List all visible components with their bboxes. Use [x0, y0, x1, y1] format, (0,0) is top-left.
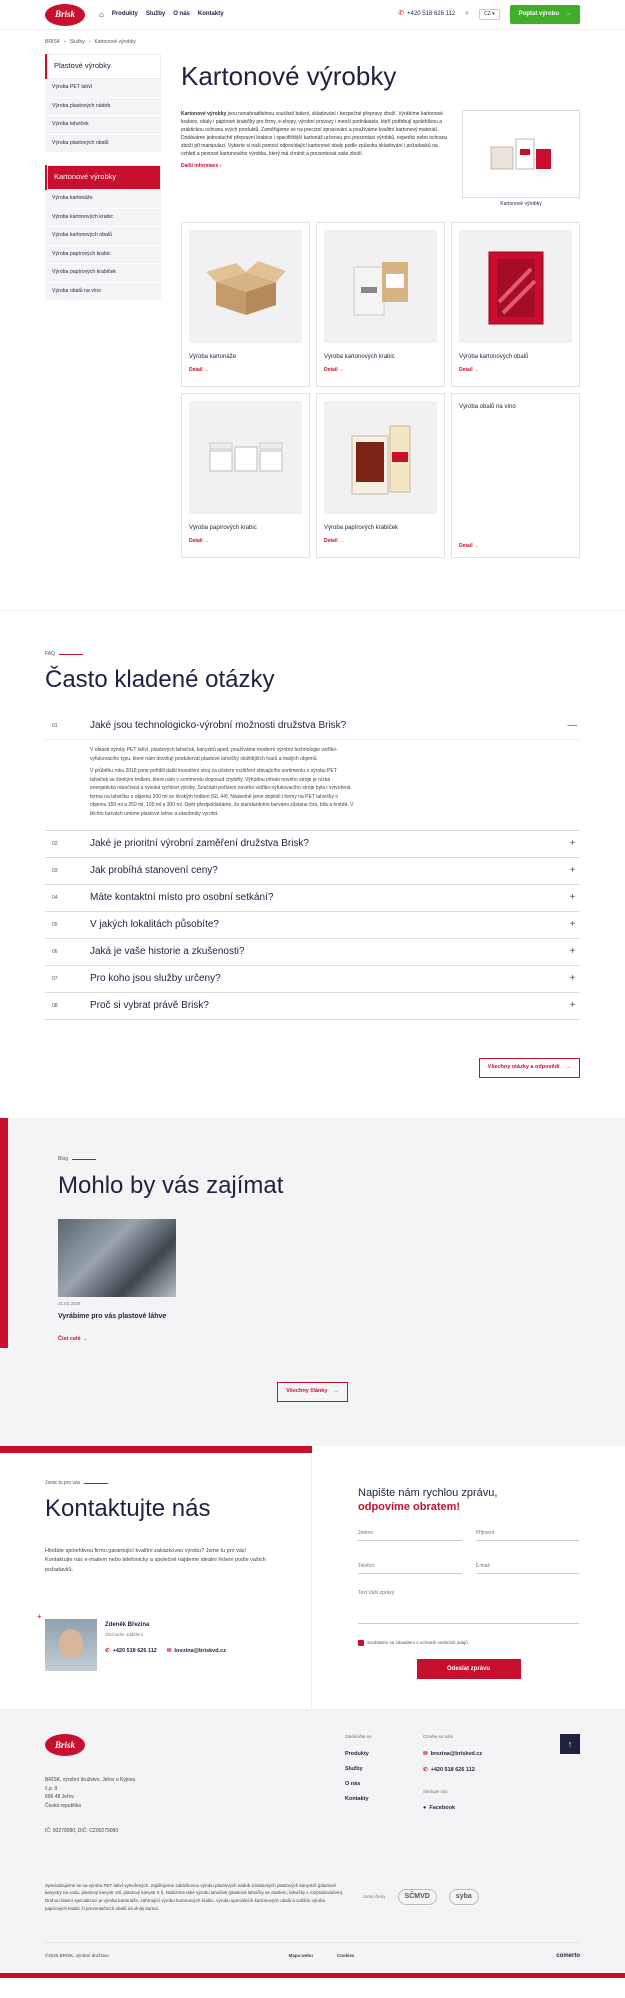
nav-o-nas[interactable]: O nás: [173, 11, 190, 18]
faq-item[interactable]: [45, 912, 580, 939]
footer-email-link[interactable]: [423, 1751, 533, 1759]
blog-post-date: 21.03.2025: [58, 1301, 81, 1307]
phone-icon: ✆: [423, 1766, 428, 1773]
white-box-icon: [346, 252, 416, 322]
footer-link-sluzby[interactable]: Služby: [345, 1765, 363, 1772]
intro-body: jsou nenahraditelnou součástí balení, skladování i bezpečné přepravy zboží. Vyrábíme kartonové krabice, obaly i papírové krabičky pro firmy, e-shopy, výrobní provozy i menší podnikatele, kteří potřebují spolehlivou a praktickou ochranu svých produktů. Zaměřujeme se na precizní zpracování a používáme kvalitní kartonový materiál. Dodáváme jednoduché přepravní krabice i specifičtější kartonáž určenou pro prezentaci výrobků, expedici nebo ochranu zboží při manipulaci. Vyberte si naši pomocí odpovídající kartonové obaly podle způsobu skladování i požadavků na vzhled a pevnost kartonového výrobku, který má chránit a prezentovat vaše zboží.: [181, 110, 448, 157]
footer-blurb: Specializujeme se na výrobu PET lahví vytvořených. Zajišťujeme zakázkovou výrobu plastových nádob a klasických plastových kanystrů (plastové kanystry na vodu, plastový kanystr 10l, plastový kanystr 5 l). Nabízíme také výrobu lahviček (plastové lahvičky se závitem, lahvičky s rozprašovačem). Druhou hlavní specializací je výroba kartonáže, zahrnující výrobu kartonových krabic, výrobu speciálních kartonových obalů a zašším výrobu papírových krabic či prezentačních obalů na vlnitý karton.: [45, 1882, 344, 1911]
footer-contact-column: [423, 1734, 533, 1835]
faq-eyebrow: [45, 651, 580, 658]
faq-section: [0, 610, 625, 1118]
arrow-right-icon: →: [474, 542, 480, 549]
contact-eyebrow-label: Jsme tu pro vás: [45, 1479, 81, 1486]
faq-footer: [45, 1058, 580, 1078]
phone-icon: ✆: [105, 1648, 110, 1655]
product-card[interactable]: [316, 393, 445, 558]
divider: [59, 654, 83, 655]
faq-title: Často kladené otázky: [45, 666, 275, 694]
sidebar-item[interactable]: Výroba kartonáže: [45, 190, 161, 209]
detail-label: Detail: [189, 537, 203, 544]
language-select[interactable]: [479, 9, 500, 20]
footer-address: [45, 1776, 345, 1810]
footer-nav-column: [345, 1734, 423, 1835]
header-phone-number: +420 518 626 112: [407, 11, 456, 18]
arrow-right-icon: →: [204, 366, 210, 373]
chevron-down-icon: ▾: [492, 10, 495, 17]
product-detail-link[interactable]: [324, 538, 437, 545]
arrow-right-icon: →: [565, 1064, 571, 1071]
arrow-right-icon: →: [339, 366, 345, 373]
last-name-input[interactable]: [476, 1526, 580, 1541]
footer-legal-links: [289, 1953, 355, 1960]
cta-label: Poptat výrobu: [518, 11, 559, 18]
checkbox-checked-icon[interactable]: [358, 1640, 364, 1646]
contact-person: [37, 1611, 266, 1671]
product-name: Výroba papírových krabic: [189, 525, 257, 532]
blog-section: [0, 1118, 625, 1446]
read-more-link[interactable]: [58, 1336, 176, 1344]
form-title-line1: Napište nám rychlou zprávu,: [358, 1486, 498, 1499]
contact-info: [0, 1446, 312, 1709]
faq-item-open: [45, 713, 580, 831]
address-line: č.p. 9: [45, 1785, 58, 1792]
faq-question: Jaké je prioritní výrobní zaměření družstva Brisk?: [90, 837, 309, 849]
intro-block: [181, 110, 580, 208]
address-line: BRISK, výrobní družstvo, Jeřov u Kyjova: [45, 1777, 136, 1784]
cookies-link[interactable]: Cookies: [336, 1953, 355, 1959]
detail-label: Detail: [324, 366, 338, 373]
language-value: CZ: [484, 10, 491, 17]
form-row: [358, 1526, 579, 1541]
poptat-vyrobu-button[interactable]: [510, 5, 580, 24]
sidebar-item[interactable]: Výroba lahviček: [45, 116, 161, 135]
scroll-to-top-button[interactable]: [560, 1734, 580, 1754]
breadcrumb: [0, 30, 625, 46]
members-title: Jsme členy: [363, 1893, 386, 1899]
product-image: [189, 230, 302, 343]
product-detail-link[interactable]: [459, 543, 572, 550]
blog-post-image: [58, 1219, 176, 1297]
company-ids: IČ: 00279080, DIČ: CZ00279080: [45, 1828, 119, 1835]
blog-title: Mohlo by vás zajímat: [58, 1172, 284, 1200]
product-image: [189, 401, 302, 514]
product-name: Výroba kartonových krabic: [324, 354, 395, 361]
contact-form: [312, 1446, 625, 1709]
address-line: 696 48 Jeřov: [45, 1794, 74, 1801]
footer-link-o-nas[interactable]: O nás: [345, 1780, 361, 1787]
product-grid: [181, 222, 580, 558]
arrow-right-icon: →: [339, 537, 345, 544]
faq-number: 06: [52, 948, 58, 955]
faq-eyebrow-label: FAQ: [45, 651, 56, 658]
faq-number: 07: [52, 975, 58, 982]
site-header: [0, 0, 625, 30]
sidebar-heading-kartonove[interactable]: Kartonové výrobky: [45, 165, 161, 190]
intro-text: [181, 110, 452, 208]
avatar-head-shape: [59, 1629, 83, 1657]
intro-image: [462, 110, 580, 198]
sidebar-heading-plastove[interactable]: Plastové výrobky: [45, 54, 161, 79]
product-image: [459, 230, 572, 343]
detail-label: Detail: [459, 366, 473, 373]
consent-label: Souhlasím se zásadami o ochraně osobních údajů: [367, 1640, 468, 1646]
blog-post-title[interactable]: Vyrábíme pro vás plastové láhve: [58, 1312, 167, 1320]
page-title: Kartonové výrobky: [181, 61, 397, 92]
footer-middle: [45, 1882, 580, 1913]
product-image: [324, 401, 437, 514]
plus-icon: +: [37, 1611, 42, 1621]
facebook-label: Facebook: [429, 1805, 456, 1812]
footer-email-address: brezina@briskvd.cz: [430, 1750, 483, 1757]
facebook-icon: ●: [423, 1805, 427, 1812]
person-email-address: brezina@briskvd.cz: [174, 1648, 226, 1655]
blog-footer: [58, 1382, 625, 1402]
product-name: Výroba kartonáže: [189, 354, 237, 361]
dalsi-informace-link[interactable]: Další informace ›: [181, 162, 222, 169]
plus-icon[interactable]: +: [569, 837, 576, 849]
footer-accent-strip: [0, 1973, 625, 1978]
arrow-up-icon: ↑: [567, 1738, 573, 1749]
faq-number: 04: [52, 894, 58, 901]
contact-person-details: [105, 1619, 226, 1671]
blog-post-card[interactable]: [58, 1219, 176, 1344]
phone-input[interactable]: [358, 1559, 462, 1574]
faq-item[interactable]: [45, 939, 580, 966]
form-title-line2: odpovíme obratem!: [358, 1501, 461, 1514]
footer-bottom: [45, 1942, 580, 1973]
first-name-input[interactable]: [358, 1526, 462, 1541]
breadcrumb-item-current: Kartonové výrobky: [94, 39, 136, 45]
intro-caption: Kartonové výrobky: [500, 200, 542, 207]
nav-kontakty[interactable]: Kontakty: [197, 11, 224, 18]
scmvd-logo: SČMVD: [398, 1889, 437, 1905]
breadcrumb-separator-icon: ›: [64, 39, 66, 45]
faq-number: 05: [52, 921, 58, 928]
facebook-link[interactable]: [423, 1805, 533, 1813]
sidebar-item[interactable]: Výroba PET lahví: [45, 79, 161, 98]
footer-column-title: Zaklikněte se: [345, 1734, 372, 1740]
contact-section: [0, 1446, 625, 1710]
main-nav: [99, 9, 224, 21]
form-row: [358, 1559, 579, 1574]
product-card[interactable]: [181, 393, 310, 558]
paper-boxes-icon: [206, 433, 286, 483]
plus-icon[interactable]: +: [569, 945, 576, 957]
person-phone-link[interactable]: [105, 1648, 157, 1656]
faq-answer-paragraph: V průběhu roku 2018 jsme pořídili další inovativní stroj za účelem rozšíření stávajícího sortimentu o výrobu PET lahviček se širokým hrdlem, které nám v sortimentu doposud chyběly. Výhodou tohoto nového stroje je nízká energetická náročnost a vysoká rychlost výroby. Součástí pořízení nového vstřiko-vyfukovacího stroje byla i vytvořená forma na lahvičku o objemu 200 ml se širokým hrdlem (GL 44). Následně jsme doplnili i formy na PET lahvičky o objemu 150 ml a 250 ml, 100 ml a 300 ml. Opět předpokládáme, že standardními barvami zůstane čirá, bílá a hnědá. V těchto barvách umíme plastové lahve a zásobníky vyrobit.: [90, 768, 354, 817]
product-name: Výroba kartonových obalů: [459, 354, 529, 361]
blog-eyebrow: [58, 1156, 625, 1163]
read-more-label: Číst celé: [58, 1335, 81, 1342]
all-faq-button[interactable]: [479, 1058, 580, 1078]
faq-number: 03: [52, 867, 58, 874]
detail-label: Detail: [324, 537, 338, 544]
nav-produkty[interactable]: Produkty: [111, 11, 138, 18]
site-footer: [0, 1710, 625, 1978]
person-name: Zdeněk Březina: [105, 1621, 150, 1628]
person-contacts: [105, 1648, 226, 1656]
minus-icon[interactable]: —: [567, 719, 578, 731]
syba-logo: syba: [449, 1889, 479, 1905]
product-detail-link[interactable]: [189, 367, 302, 374]
person-phone-number: +420 518 626 112: [112, 1648, 157, 1655]
sidebar-item[interactable]: Výroba obalů na víno: [45, 283, 161, 302]
product-detail-link[interactable]: [459, 367, 572, 374]
arrow-right-icon: →: [565, 11, 571, 18]
faq-question: Proč si vybrat právě Brisk?: [90, 999, 209, 1011]
footer-logo[interactable]: Brisk: [45, 1734, 85, 1756]
faq-answer: [90, 740, 355, 818]
sidebar-item[interactable]: Výroba kartonových krabic: [45, 209, 161, 228]
divider: [84, 1483, 108, 1484]
plus-icon[interactable]: +: [569, 891, 576, 903]
person-role: Obchodní oddělení: [105, 1631, 144, 1637]
home-icon[interactable]: ⌂: [99, 9, 104, 19]
message-textarea[interactable]: [358, 1590, 579, 1624]
faq-item[interactable]: [45, 858, 580, 885]
sidebar-item[interactable]: Výroba papírových krabic: [45, 246, 161, 265]
mail-icon: ✉: [423, 1750, 428, 1757]
product-card[interactable]: [451, 393, 580, 558]
boxes-illustration-icon: [486, 129, 556, 179]
faq-number: 02: [52, 840, 58, 847]
small-boxes-icon: [346, 418, 416, 498]
product-detail-link[interactable]: [324, 367, 437, 374]
header-phone-link[interactable]: [398, 9, 455, 19]
breadcrumb-item-sluzby[interactable]: Služby: [69, 39, 85, 45]
consent-checkbox[interactable]: [358, 1640, 579, 1647]
arrow-right-icon: →: [333, 1387, 339, 1394]
contact-eyebrow: [45, 1480, 266, 1487]
faq-question: Pro koho jsou služby určeny?: [90, 972, 221, 984]
arrow-right-icon: →: [474, 366, 480, 373]
sidebar-group-plastove: [45, 54, 161, 153]
sidebar-group-kartonove: [45, 165, 161, 301]
footer-top: [45, 1734, 580, 1835]
footer-link-produkty[interactable]: Produkty: [345, 1750, 369, 1757]
detail-label: Detail: [459, 542, 473, 549]
sidebar-item[interactable]: Výroba kartonových obalů: [45, 227, 161, 246]
faq-item[interactable]: [45, 966, 580, 993]
product-image: [324, 230, 437, 343]
contact-title: Kontaktujte nás: [45, 1495, 211, 1523]
footer-link-kontakty[interactable]: Kontakty: [345, 1795, 369, 1802]
address-line: Česká republika: [45, 1802, 81, 1809]
faq-item[interactable]: [45, 885, 580, 912]
red-wine-box-icon: [481, 247, 551, 327]
faq-question: Máte kontaktní místo pro osobní setkání?: [90, 891, 274, 903]
intro-bold: Kartonové výrobky: [181, 110, 227, 117]
detail-label: Detail: [189, 366, 203, 373]
product-card[interactable]: [316, 222, 445, 387]
breadcrumb-separator-icon: ›: [88, 39, 91, 45]
person-email-link[interactable]: [167, 1648, 226, 1656]
footer-phone-number: +420 518 626 112: [430, 1766, 475, 1773]
all-articles-button[interactable]: [277, 1382, 348, 1402]
faq-question: Jaké jsou technologicko-výrobní možnosti družstva Brisk?: [90, 719, 347, 731]
breadcrumb-item-brisk[interactable]: BRISK: [45, 39, 61, 45]
divider: [72, 1159, 96, 1160]
product-card[interactable]: [451, 222, 580, 387]
copyright: ©2025 BRISK, výrobní družstvo: [45, 1953, 109, 1959]
search-icon[interactable]: ⌕: [465, 10, 470, 18]
contact-description: Hledáte spolehlivou firmu garantující kvalitní zakázkovou výrobu? Jsme tu pro vás! Kontaktujte nás e-mailem nebo telefonicky a společně najdeme ideální řešení podle vašich požadavků.: [45, 1547, 266, 1573]
product-card[interactable]: [181, 222, 310, 387]
brisk-logo[interactable]: Brisk: [45, 4, 85, 26]
nav-sluzby[interactable]: Služby: [145, 11, 166, 18]
submit-button[interactable]: Odeslat zprávu: [417, 1659, 521, 1680]
product-detail-link[interactable]: [189, 538, 302, 545]
sidebar-item[interactable]: Výroba plastových nádob: [45, 98, 161, 117]
footer-members: [363, 1889, 479, 1905]
faq-item[interactable]: [45, 831, 580, 858]
faq-answer-paragraph: V oblasti výroby PET lahví, plastových lahviček, kanystrů apod. používáme moderní výrobní technologie vstřiko-vyfukovacího typu, které nám dovolují produkovat plastové lahvičky složitějších tvarů a malých objemů.: [90, 747, 338, 762]
sidebar-item[interactable]: Výroba papírových krabiček: [45, 264, 161, 283]
product-card-spacer: [459, 412, 572, 538]
footer-brand: [45, 1734, 345, 1835]
footer-phone-link[interactable]: [423, 1767, 533, 1775]
header-actions: [398, 5, 580, 24]
form-title: [358, 1486, 579, 1515]
open-carton-box-icon: [206, 257, 286, 317]
faq-number: 01: [52, 722, 58, 729]
plus-icon[interactable]: +: [569, 972, 576, 984]
sitemap-link[interactable]: Mapa webu: [288, 1953, 313, 1959]
faq-question: Jaká je vaše historie a zkušenosti?: [90, 945, 245, 957]
plus-icon[interactable]: +: [569, 918, 576, 930]
faq-question: Jak probíhá stanovení ceny?: [90, 864, 218, 876]
intro-figure: [462, 110, 580, 208]
arrow-right-icon: →: [82, 1335, 88, 1342]
faq-question: V jakých lokalitách působíte?: [90, 918, 219, 930]
all-articles-label: Všechny články: [286, 1387, 328, 1394]
phone-icon: ✆: [398, 10, 405, 18]
faq-question-row[interactable]: [45, 713, 580, 740]
sidebar-item[interactable]: Výroba plastových obalů: [45, 135, 161, 154]
faq-number: 08: [52, 1002, 58, 1009]
main-content-area: [0, 46, 625, 558]
content: [181, 54, 580, 558]
mail-icon: ✉: [166, 1648, 172, 1655]
avatar: [45, 1619, 97, 1671]
arrow-right-icon: →: [204, 537, 210, 544]
product-name: Výroba obalů na víno: [459, 404, 516, 411]
faq-item[interactable]: [45, 993, 580, 1020]
plus-icon[interactable]: +: [569, 999, 576, 1011]
product-name: Výroba papírových krabiček: [324, 525, 399, 532]
email-input[interactable]: [476, 1559, 580, 1574]
blog-eyebrow-label: Blog: [58, 1156, 69, 1163]
comerto-logo[interactable]: comerto: [556, 1953, 580, 1960]
plus-icon[interactable]: +: [569, 864, 576, 876]
social-title: Sledujte nás: [423, 1788, 448, 1794]
all-faq-label: Všechny otázky a odpovědi: [487, 1064, 560, 1071]
footer-column-title: Ozvěte se nám: [423, 1734, 454, 1740]
sidebar: [45, 54, 161, 558]
